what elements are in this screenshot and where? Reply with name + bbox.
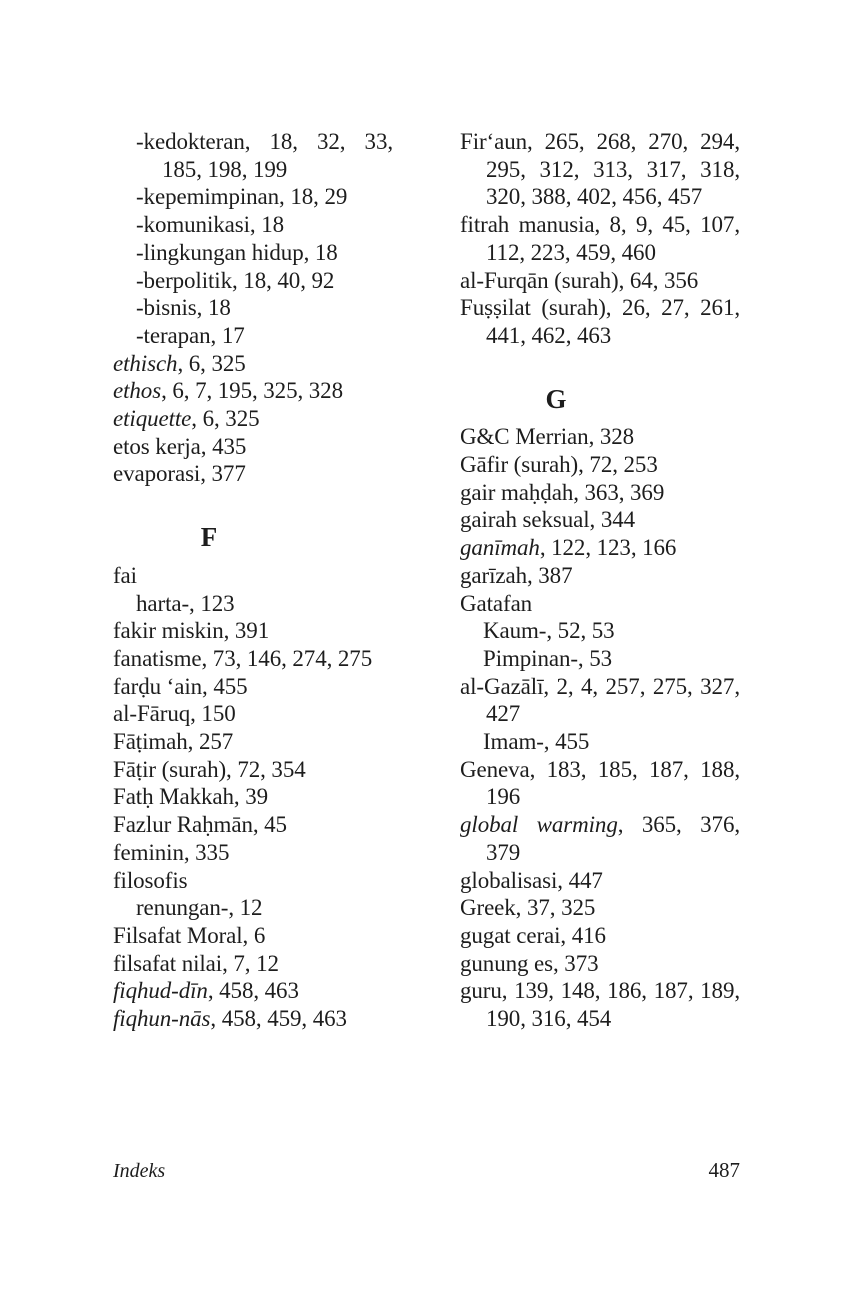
index-entry-text: -bisnis, 18 bbox=[136, 295, 231, 321]
index-entry bbox=[113, 617, 393, 645]
index-entry-text: , 6, 7, 195, 325, 328 bbox=[161, 378, 343, 404]
index-entry bbox=[113, 950, 393, 978]
index-entry-text: al-Fāruq, 150 bbox=[113, 701, 236, 727]
section-heading: F bbox=[200, 522, 218, 553]
index-subentry bbox=[136, 183, 393, 211]
index-entry-text: Greek, 37, 325 bbox=[460, 895, 596, 921]
index-entry bbox=[460, 590, 740, 618]
index-entry bbox=[113, 922, 393, 950]
index-entry bbox=[460, 867, 740, 895]
index-entry bbox=[113, 377, 393, 405]
index-entry-text: , 6, 325 bbox=[177, 350, 246, 376]
index-entry bbox=[113, 783, 393, 811]
index-entry bbox=[113, 728, 393, 756]
index-term-italic: ethisch bbox=[113, 350, 178, 376]
index-entry-text: filsafat nilai, 7, 12 bbox=[113, 950, 279, 976]
index-entry-text: Fāṭir (surah), 72, 354 bbox=[113, 756, 306, 782]
index-entry bbox=[113, 867, 393, 895]
index-subentry bbox=[136, 294, 393, 322]
running-title: Indeks bbox=[113, 1160, 166, 1182]
index-entry bbox=[460, 506, 740, 534]
index-entry-text: filosofis bbox=[113, 867, 188, 893]
page-footer bbox=[113, 1158, 740, 1183]
index-entry-text: etos kerja, 435 bbox=[113, 433, 247, 459]
index-term-italic: fiqhun-nās bbox=[113, 1006, 211, 1032]
index-entry-text: G&C Merrian, 328 bbox=[460, 424, 635, 450]
index-entry-text: gunung es, 373 bbox=[460, 950, 599, 976]
index-entry-text: -kepemimpinan, 18, 29 bbox=[136, 184, 348, 210]
index-entry-text: Gāfir (surah), 72, 253 bbox=[460, 452, 658, 478]
index-subentry bbox=[483, 645, 740, 673]
index-subentry bbox=[136, 322, 393, 350]
index-entry-text: fakir miskin, 391 bbox=[113, 618, 270, 644]
index-entry-text: globalisasi, 447 bbox=[460, 867, 603, 893]
index-entry bbox=[460, 479, 740, 507]
index-entry-text: gugat cerai, 416 bbox=[460, 922, 606, 948]
index-entry-text: Kaum-, 52, 53 bbox=[483, 618, 615, 644]
index-entry bbox=[460, 267, 740, 295]
index-entry-text: -terapan, 17 bbox=[136, 322, 245, 348]
index-entry bbox=[460, 534, 740, 562]
index-entry bbox=[113, 350, 393, 378]
page-number: 487 bbox=[708, 1158, 740, 1182]
index-entry bbox=[113, 977, 393, 1005]
index-entry-text: evaporasi, 377 bbox=[113, 461, 246, 487]
index-entry bbox=[460, 922, 740, 950]
index-entry bbox=[460, 811, 740, 866]
index-entry-text: , 458, 459, 463 bbox=[210, 1006, 347, 1032]
index-entry-text: , 458, 463 bbox=[207, 978, 299, 1004]
index-entry-text: fitrah manusia, 8, 9, 45, 107, 112, 223, 459, 460 bbox=[460, 212, 740, 265]
index-entry bbox=[113, 645, 393, 673]
index-entry bbox=[113, 839, 393, 867]
index-entry-text: fai bbox=[113, 562, 137, 588]
index-term-italic: global warming bbox=[460, 812, 618, 838]
index-entry bbox=[113, 460, 393, 488]
index-entry-text: Fāṭimah, 257 bbox=[113, 729, 234, 755]
index-entry-text: , 365, 376, 379 bbox=[486, 812, 740, 865]
index-subentry bbox=[136, 267, 393, 295]
index-entry-text: al-Gazālī, 2, 4, 257, 275, 327, 427 bbox=[460, 673, 740, 727]
index-entry bbox=[460, 562, 740, 590]
index-entry bbox=[113, 405, 393, 433]
index-entry-text: -berpolitik, 18, 40, 92 bbox=[136, 267, 335, 293]
index-columns bbox=[113, 128, 740, 1033]
index-entry bbox=[460, 294, 740, 349]
index-entry-text: -komunikasi, 18 bbox=[136, 212, 284, 238]
index-entry-text: al-Furqān (surah), 64, 356 bbox=[460, 267, 699, 293]
index-subentry bbox=[136, 590, 393, 618]
index-entry bbox=[113, 433, 393, 461]
index-entry-text: Fatḥ Makkah, 39 bbox=[113, 784, 269, 810]
section-heading: G bbox=[545, 383, 567, 414]
index-entry-text: Firʻaun, 265, 268, 270, 294, 295, 312, 313, 317, 318, 320, 388, 402, 456, 457 bbox=[460, 129, 740, 210]
index-entry bbox=[460, 128, 740, 211]
index-subentry bbox=[136, 894, 393, 922]
index-entry bbox=[113, 673, 393, 701]
index-entry-text: harta-, 123 bbox=[136, 590, 235, 616]
index-entry-text: Imam-, 455 bbox=[483, 729, 590, 755]
index-entry bbox=[460, 673, 740, 728]
index-entry-text: feminin, 335 bbox=[113, 839, 230, 865]
index-entry-text: fanatisme, 73, 146, 274, 275 bbox=[113, 645, 373, 671]
index-term-italic: ganīmah bbox=[460, 535, 540, 561]
index-subentry bbox=[483, 728, 740, 756]
index-entry-text: , 122, 123, 166 bbox=[539, 535, 677, 561]
index-entry-text: garīzah, 387 bbox=[460, 562, 573, 588]
index-subentry bbox=[136, 128, 393, 183]
index-subentry bbox=[136, 211, 393, 239]
index-subentry bbox=[483, 617, 740, 645]
index-entry-text: gair maḥḍah, 363, 369 bbox=[460, 479, 665, 505]
index-term-italic: fiqhud-dīn bbox=[113, 978, 208, 1004]
index-entry-text: Gatafan bbox=[460, 590, 533, 616]
index-entry bbox=[113, 1005, 393, 1033]
index-entry bbox=[113, 700, 393, 728]
index-entry bbox=[460, 894, 740, 922]
index-entry-text: Pimpinan-, 53 bbox=[483, 645, 613, 671]
index-entry bbox=[460, 451, 740, 479]
index-entry-text: -kedokteran, 18, 32, 33, 185, 198, 199 bbox=[136, 129, 393, 182]
index-entry-text: , 6, 325 bbox=[191, 406, 260, 432]
index-entry bbox=[460, 211, 740, 266]
index-entry-text: guru, 139, 148, 186, 187, 189, 190, 316, 454 bbox=[460, 978, 740, 1032]
index-entry-text: -lingkungan hidup, 18 bbox=[136, 239, 338, 265]
index-entry bbox=[460, 950, 740, 978]
index-entry-text: Fuṣṣilat (surah), 26, 27, 261, 441, 462, 463 bbox=[460, 295, 740, 348]
index-entry bbox=[113, 811, 393, 839]
index-column-right bbox=[460, 128, 740, 1033]
index-column-left bbox=[113, 128, 393, 1033]
index-entry bbox=[460, 756, 740, 811]
index-entry-text: Fazlur Raḥmān, 45 bbox=[113, 812, 287, 838]
index-entry-text: renungan-, 12 bbox=[136, 895, 263, 921]
index-entry bbox=[113, 562, 393, 590]
index-entry-text: gairah seksual, 344 bbox=[460, 507, 636, 533]
index-entry-text: farḍu ʻain, 455 bbox=[113, 673, 248, 699]
index-subentry bbox=[136, 239, 393, 267]
index-entry bbox=[460, 977, 740, 1032]
index-term-italic: ethos bbox=[113, 378, 162, 404]
index-entry-text: Geneva, 183, 185, 187, 188, 196 bbox=[460, 756, 740, 810]
index-term-italic: etiquette bbox=[113, 406, 192, 432]
index-entry-text: Filsafat Moral, 6 bbox=[113, 922, 266, 948]
index-entry bbox=[113, 756, 393, 784]
index-entry bbox=[460, 423, 740, 451]
